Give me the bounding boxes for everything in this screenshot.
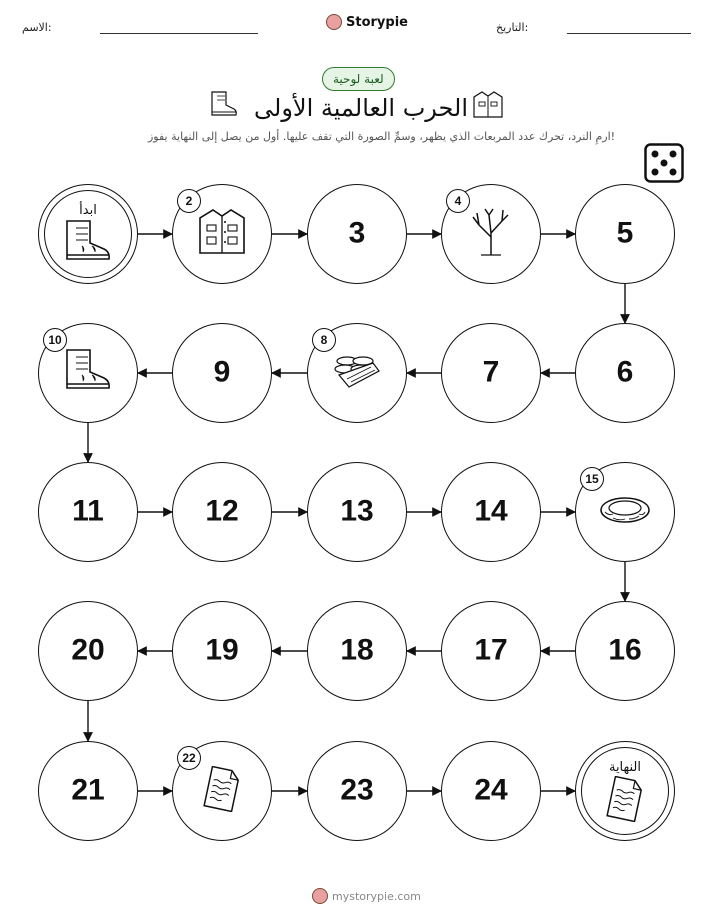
board-space-14	[441, 462, 541, 562]
board-space-23	[307, 741, 407, 841]
space-number: 16	[608, 633, 642, 667]
board-space-2	[172, 184, 272, 284]
letter-icon	[605, 776, 645, 826]
board-space-12	[172, 462, 272, 562]
board-space-15	[575, 462, 675, 562]
space-number: 9	[213, 355, 231, 389]
space-number: 23	[340, 773, 374, 807]
space-number: 20	[71, 633, 105, 667]
tree-icon	[469, 207, 513, 261]
space-number: 12	[205, 494, 239, 528]
finish-label: النهاية	[608, 760, 642, 775]
board-space-7	[441, 323, 541, 423]
instructions: ارمِ النرد، تحرك عدد المربعات الذي يظهر، وسمِّ الصورة التي تقف عليها. أول من يصل إلى النهاية يفوز!	[148, 130, 616, 143]
board-space-21	[38, 741, 138, 841]
space-number: 7	[482, 355, 500, 389]
page-title: الحرب العالمية الأولى	[254, 94, 468, 122]
jacket-icon	[197, 207, 247, 261]
board-space-6	[575, 323, 675, 423]
board-space-8	[307, 323, 407, 423]
board-space-22	[172, 741, 272, 841]
start-label: ابدأ	[79, 203, 97, 218]
board-space-16	[575, 601, 675, 701]
space-number: 24	[474, 773, 508, 807]
finish-space	[575, 741, 675, 841]
board-space-4	[441, 184, 541, 284]
space-number: 8	[312, 328, 336, 352]
board-space-5	[575, 184, 675, 284]
sandbags-icon	[333, 351, 381, 395]
board-space-13	[307, 462, 407, 562]
crater-icon	[599, 494, 651, 530]
boot-icon	[62, 219, 114, 269]
space-number: 21	[71, 773, 105, 807]
space-number: 10	[43, 328, 67, 352]
board-space-9	[172, 323, 272, 423]
logo-text: Storypie	[346, 14, 408, 30]
footer-url: mystorypie.com	[332, 889, 421, 903]
space-number: 14	[474, 494, 508, 528]
board-space-11	[38, 462, 138, 562]
boot-icon	[62, 348, 114, 398]
date-label: التاريخ:	[496, 21, 529, 34]
space-number: 6	[616, 355, 634, 389]
space-number: 22	[177, 746, 201, 770]
board-space-20	[38, 601, 138, 701]
space-number: 11	[72, 494, 104, 528]
start-space	[38, 184, 138, 284]
board-space-18	[307, 601, 407, 701]
space-number: 4	[446, 189, 470, 213]
board-space-10	[38, 323, 138, 423]
board-space-17	[441, 601, 541, 701]
space-number: 17	[474, 633, 508, 667]
space-number: 13	[340, 494, 374, 528]
space-number: 19	[205, 633, 239, 667]
footer-logo-icon	[312, 888, 328, 904]
board-space-19	[172, 601, 272, 701]
name-label: الاسم:	[22, 21, 52, 34]
space-number: 3	[348, 216, 366, 250]
space-number: 2	[177, 189, 201, 213]
letter-icon	[202, 766, 242, 816]
space-number: 5	[616, 216, 634, 250]
board-space-3	[307, 184, 407, 284]
space-number: 18	[340, 633, 374, 667]
board-space-24	[441, 741, 541, 841]
space-number: 15	[580, 467, 604, 491]
footer	[312, 888, 421, 904]
game-type-badge: لعبة لوحية	[322, 67, 395, 91]
